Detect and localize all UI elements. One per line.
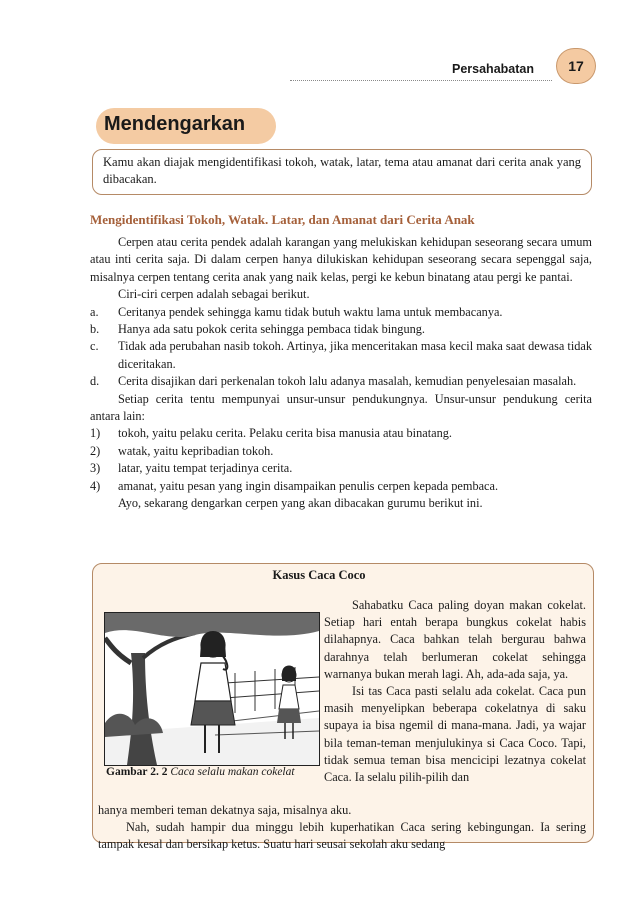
elements-list (90, 425, 592, 495)
subheading: Mengidentifikasi Tokoh, Watak. Latar, dan Amanat dari Cerita Anak (90, 212, 475, 227)
paragraph-unsur-intro: Setiap cerita tentu mempunyai unsur-unsur pendukungnya. Unsur-unsur pendukung cerita antara lain: (90, 391, 592, 424)
figure-caption-text: Caca selalu makan cokelat (170, 766, 295, 778)
paragraph-cerpen-definition: Cerpen atau cerita pendek adalah karangan yang melukiskan kehidupan seseorang secara umum atau inti cerita saja. Di dalam cerpen hanya dilukiskan kehidupan seseorang secara sepenggal saja, misalnya cerpen tentang cerita anak yang naik kelas, pergi ke kebun binatang atau pergi ke pantai. (90, 235, 592, 284)
section-title: Mendengarkan (104, 113, 246, 135)
page-number-badge: 17 (556, 48, 596, 84)
story-illustration (104, 612, 320, 766)
story-paragraph: Nah, sudah hampir dua minggu lebih kuperhatikan Caca sering kebingungan. Ia sering tampak kesal dan bersikap ketus. Suatu hari seusai sekolah aku sedang (98, 820, 586, 852)
header-rule (290, 80, 552, 81)
body-text (90, 234, 592, 513)
intro-box: Kamu akan diajak mengidentifikasi tokoh, watak, latar, tema atau amanat dari cerita anak yang dibacakan. (92, 149, 592, 195)
story-right-column (324, 597, 586, 786)
story-bottom-text (98, 802, 586, 854)
figure-caption (106, 766, 295, 778)
list-item: b. Hanya ada satu pokok cerita sehingga pembaca tidak bingung. (90, 322, 425, 337)
header-chapter-title: Persahabatan (452, 62, 534, 76)
story-title: Kasus Caca Coco (272, 568, 366, 582)
features-list (90, 304, 592, 391)
girls-eating-chocolate-illustration (105, 613, 319, 765)
story-paragraph: Sahabatku Caca paling doyan makan cokelat. Setiap hari entah berapa bungkus cokelat habis dilahapnya. Caca bahkan telah bergurau bahwa darahnya telah berlumeran cokelat sehingga warnanya bukan merah lagi. Ah, ada-ada saja, ya. (324, 598, 586, 681)
list-item: 4) amanat, yaitu pesan yang ingin disampaikan penulis cerpen kepada pembaca. (90, 478, 499, 493)
list-item: d. Cerita disajikan dari perkenalan tokoh lalu adanya masalah, kemudian penyelesaian masalah. (90, 374, 577, 389)
story-paragraph: hanya memberi teman dekatnya saja, misalnya aku. (98, 803, 352, 817)
list-item: 3) latar, yaitu tempat terjadinya cerita. (90, 461, 293, 476)
list-item: c. Tidak ada perubahan nasib tokoh. Artinya, jika menceritakan masa kecil maka saat dewasa tidak diceritakan. (90, 339, 592, 371)
list-item: a. Ceritanya pendek sehingga kamu tidak butuh waktu lama untuk membacanya. (90, 304, 503, 319)
paragraph-ciri-intro: Ciri-ciri cerpen adalah sebagai berikut. (118, 287, 310, 302)
story-paragraph: Isi tas Caca pasti selalu ada cokelat. Caca pun masih menyelipkan beberapa cokelatnya di saku supaya ia bisa ngemil di mana-mana. Jadi, ya wajar bila teman-teman menjulukinya si Caca Coco. Tapi, tidak semua teman bisa mencicipi lezatnya cokelat Caca. Ia selalu pilih-pilih dan (324, 684, 586, 785)
list-item: 1) tokoh, yaitu pelaku cerita. Pelaku cerita bisa manusia atau binatang. (90, 426, 452, 441)
paragraph-ayo: Ayo, sekarang dengarkan cerpen yang akan dibacakan gurumu berikut ini. (118, 496, 483, 511)
list-item: 2) watak, yaitu kepribadian tokoh. (90, 443, 274, 458)
figure-label: Gambar 2. 2 (106, 766, 168, 778)
